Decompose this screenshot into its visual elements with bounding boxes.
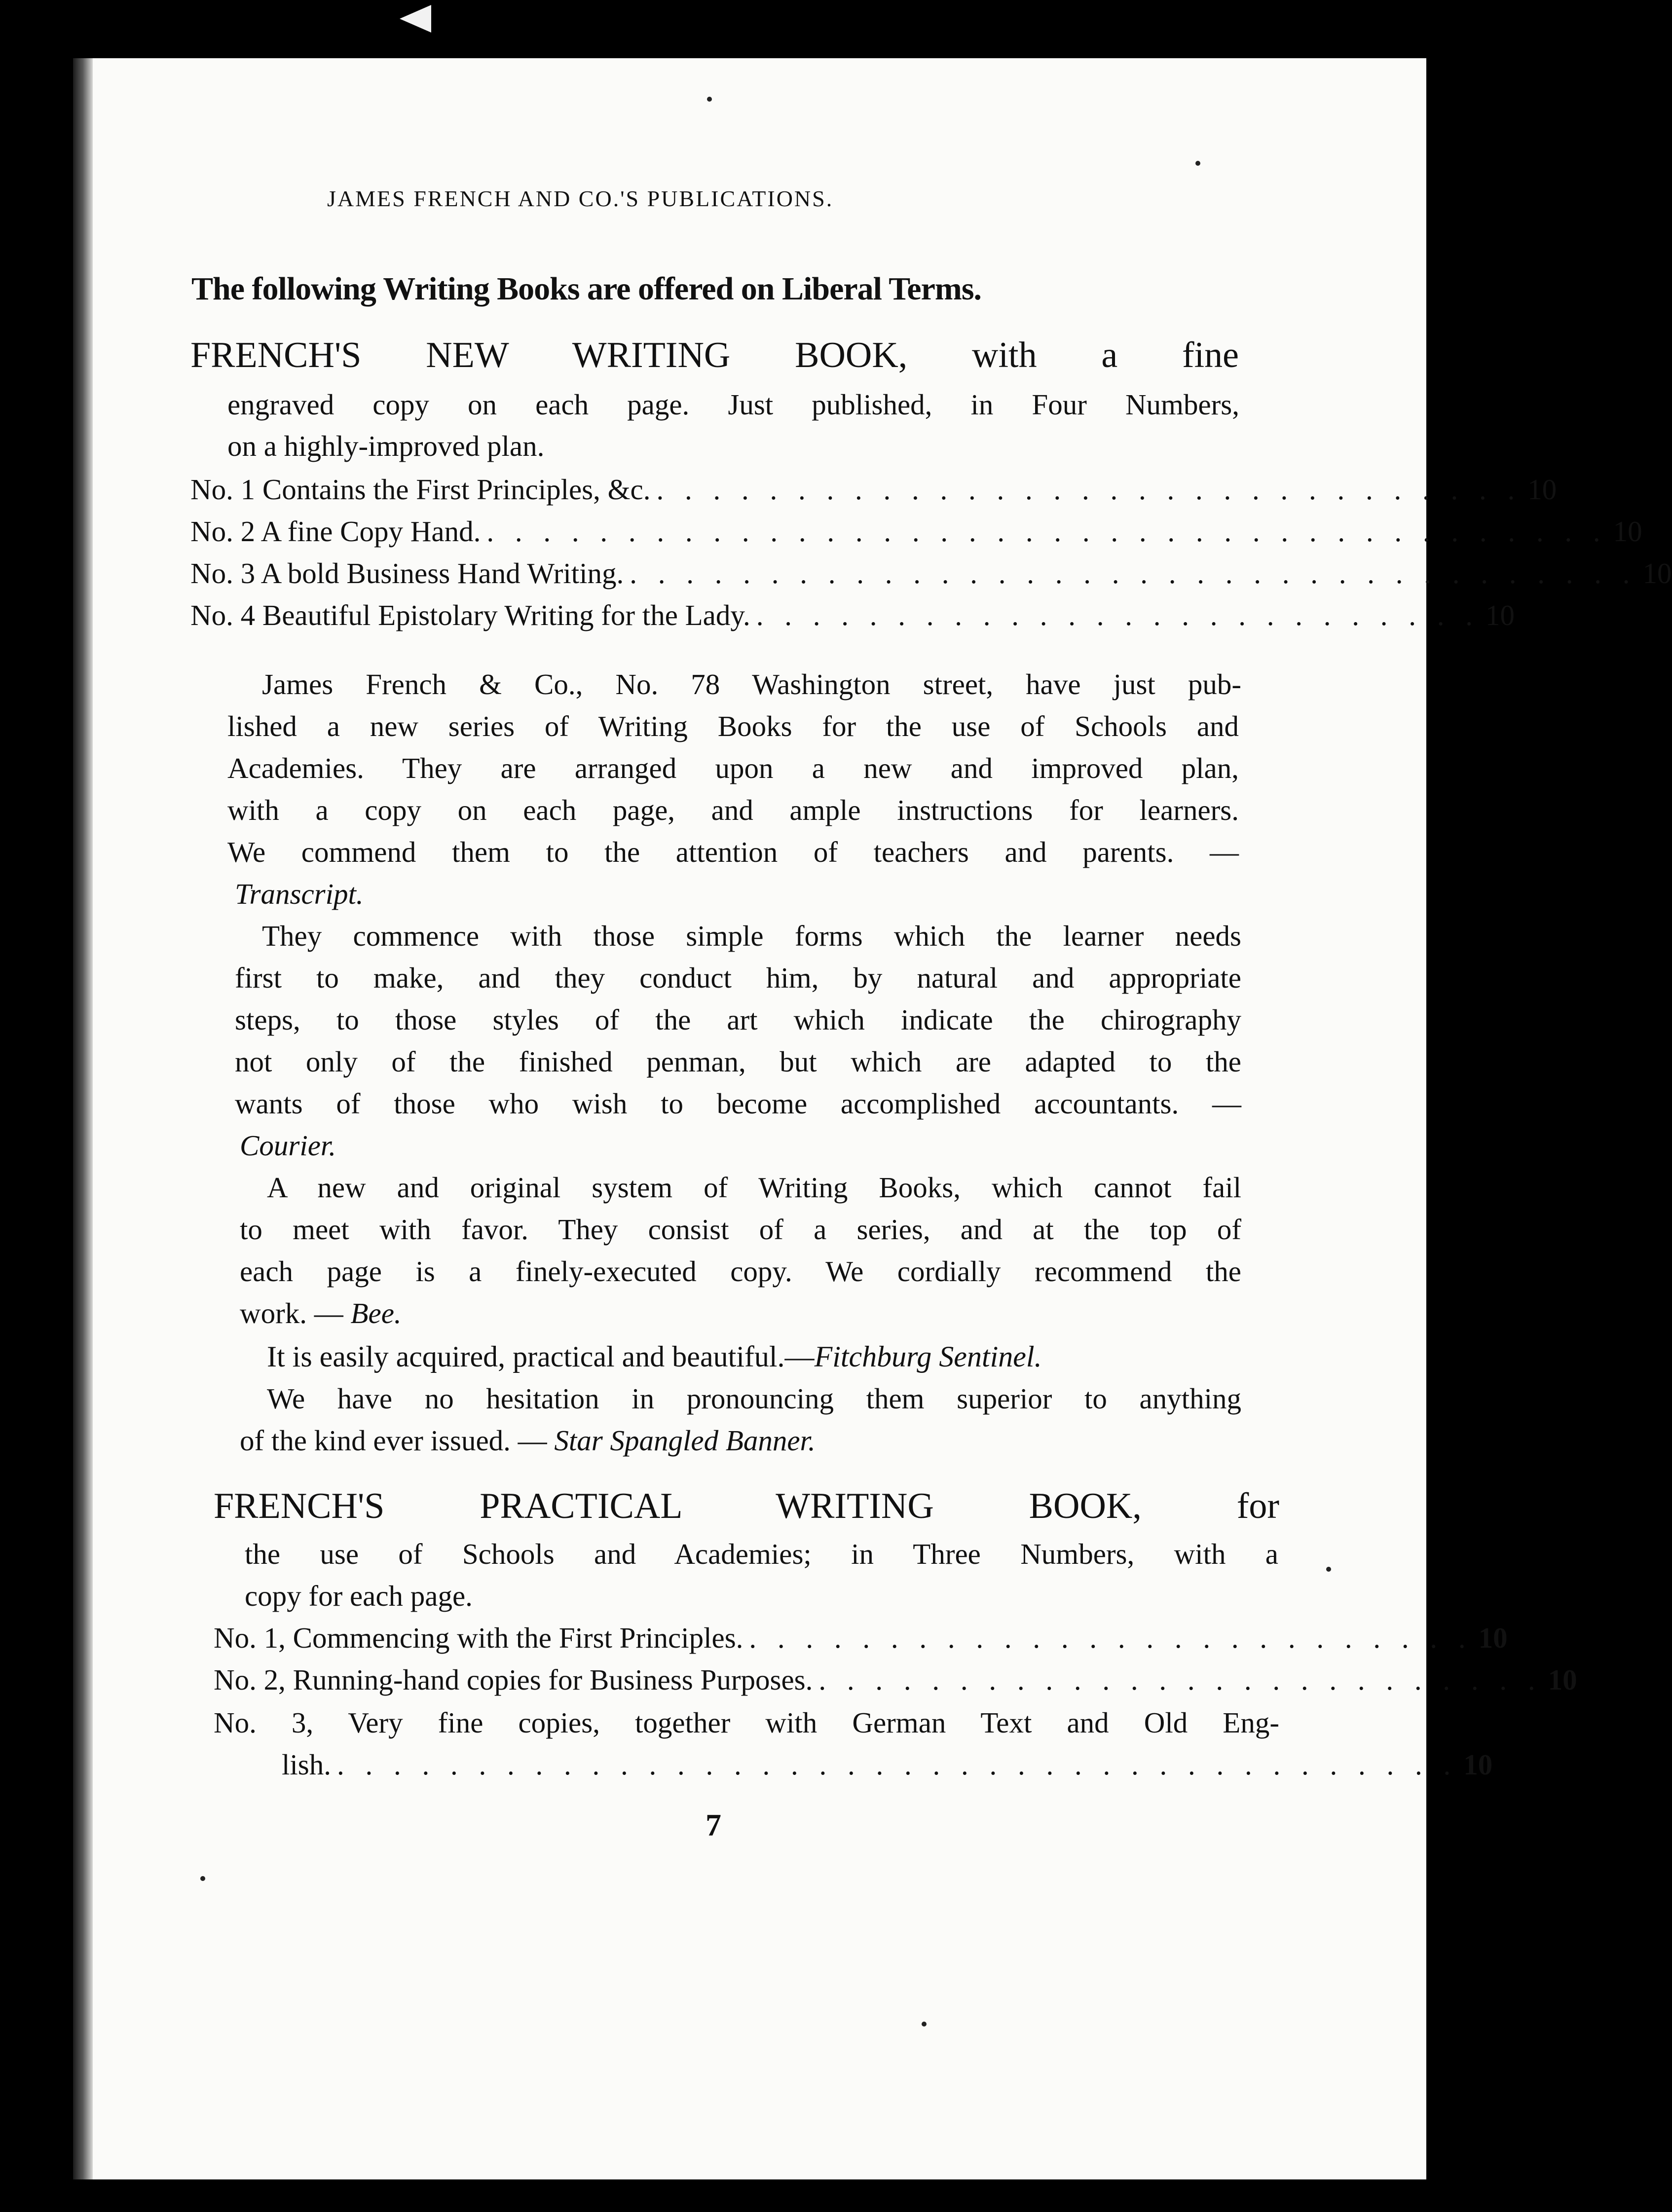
courier-line-1: They commence with those simple forms which the learner needs <box>262 920 1241 952</box>
transcript-source: Transcript. <box>235 878 364 910</box>
book2-item-2 <box>214 1663 1577 1697</box>
leader-dots: . . . . . . . . . . . . . . . . . . . . . . . . . . <box>756 599 1480 631</box>
item-price: 10 <box>1548 1663 1577 1696</box>
fitchburg-source: Fitchburg Sentinel. <box>814 1340 1042 1373</box>
item-price: 10 <box>1642 557 1672 590</box>
transcript-line-1: James French & Co., No. 78 Washington street, have just pub- <box>262 668 1241 700</box>
star-source: Star Spangled Banner. <box>554 1424 816 1457</box>
item-label: lish. <box>282 1748 331 1781</box>
book1-item-3 <box>190 556 1672 590</box>
transcript-line-5: We commend them to the attention of teachers and parents. — <box>227 836 1239 868</box>
star-line-2 <box>240 1424 816 1458</box>
fitchburg-line <box>267 1340 1042 1374</box>
book2-item-3-line1: No. 3, Very fine copies, together with German Text and Old Eng- <box>214 1706 1279 1739</box>
transcript-line-4: with a copy on each page, and ample instructions for learners. <box>227 794 1239 826</box>
book1-item-1 <box>190 473 1557 507</box>
scan-speck <box>922 2022 927 2027</box>
star-line-1: We have no hesitation in pronouncing them superior to anything <box>267 1382 1241 1415</box>
bee-line-2: to meet with favor. They consist of a series, and at the top of <box>240 1213 1241 1246</box>
item-label: No. 1, Commencing with the First Principles. <box>214 1622 743 1654</box>
bee-source: Bee. <box>350 1297 402 1329</box>
book1-description-line1: engraved copy on each page. Just published, in Four Numbers, <box>227 388 1239 421</box>
book2-description-line2: copy for each page. <box>245 1580 473 1612</box>
item-price: 10 <box>1463 1748 1493 1781</box>
offer-heading: The following Writing Books are offered on Liberal Terms. <box>191 271 982 307</box>
fitchburg-text: It is easily acquired, practical and beautiful.— <box>267 1340 815 1373</box>
scan-speck <box>200 1876 205 1881</box>
corner-tab-mark <box>400 5 431 33</box>
bee-line-1: A new and original system of Writing Books, which cannot fail <box>267 1171 1241 1204</box>
courier-line-4: not only of the finished penman, but which are adapted to the <box>235 1045 1241 1078</box>
scan-speck <box>1326 1567 1331 1572</box>
book2-title: FRENCH'S PRACTICAL WRITING BOOK, for <box>214 1486 1279 1526</box>
book-page <box>73 58 1672 2179</box>
book2-description-line1: the use of Schools and Academies; in Three Numbers, with a <box>245 1538 1278 1570</box>
page-number: 7 <box>706 1807 721 1843</box>
book2-item-3 <box>282 1748 1493 1782</box>
item-price: 10 <box>1527 473 1557 506</box>
leader-dots: . . . . . . . . . . . . . . . . . . . . . . . . . . . . . . . . . . . . . . . . <box>486 515 1607 548</box>
scan-speck <box>1195 161 1200 166</box>
scan-speck <box>707 97 712 102</box>
item-label: No. 3 A bold Business Hand Writing. <box>190 557 624 590</box>
leader-dots: . . . . . . . . . . . . . . . . . . . . . . . . . . <box>749 1622 1473 1654</box>
item-label: No. 1 Contains the First Principles, &c. <box>190 473 651 506</box>
bee-last-line <box>240 1296 402 1330</box>
item-price: 10 <box>1613 515 1642 548</box>
leader-dots: . . . . . . . . . . . . . . . . . . . . . . . . . . . . . . . <box>656 473 1522 506</box>
leader-dots: . . . . . . . . . . . . . . . . . . . . . . . . . . <box>818 1663 1542 1696</box>
book2-item-1 <box>214 1621 1508 1655</box>
book1-description-line2: on a highly-improved plan. <box>227 430 545 462</box>
item-price: 10 <box>1478 1622 1508 1654</box>
book1-item-2 <box>190 515 1642 549</box>
transcript-line-3: Academies. They are arranged upon a new and improved plan, <box>227 752 1239 784</box>
transcript-line-2: lished a new series of Writing Books for the use of Schools and <box>227 710 1239 742</box>
book1-item-4 <box>190 598 1515 632</box>
star-text: of the kind ever issued. — <box>240 1424 555 1457</box>
courier-source: Courier. <box>240 1129 336 1162</box>
courier-line-2: first to make, and they conduct him, by natural and appropriate <box>235 961 1241 994</box>
courier-line-5: wants of those who wish to become accomplished accountants. — <box>235 1087 1241 1120</box>
item-label: No. 2, Running-hand copies for Business Purposes. <box>214 1663 813 1696</box>
item-label: No. 2 A fine Copy Hand. <box>190 515 481 548</box>
leader-dots: . . . . . . . . . . . . . . . . . . . . . . . . . . . . . . . . . . . . . . . . <box>337 1748 1458 1781</box>
item-price: 10 <box>1486 599 1515 631</box>
bee-line-3: each page is a finely-executed copy. We cordially recommend the <box>240 1255 1241 1288</box>
courier-line-3: steps, to those styles of the art which indicate the chirography <box>235 1003 1241 1036</box>
book1-title: FRENCH'S NEW WRITING BOOK, with a fine <box>190 335 1239 375</box>
item-label: No. 4 Beautiful Epistolary Writing for the Lady. <box>190 599 750 631</box>
running-head: JAMES FRENCH AND CO.'S PUBLICATIONS. <box>327 186 834 211</box>
leader-dots: . . . . . . . . . . . . . . . . . . . . . . . . . . . . . . . . . . . . <box>630 557 1637 590</box>
bee-last-text: work. — <box>240 1297 351 1329</box>
page-spine-shadow <box>73 58 93 2179</box>
